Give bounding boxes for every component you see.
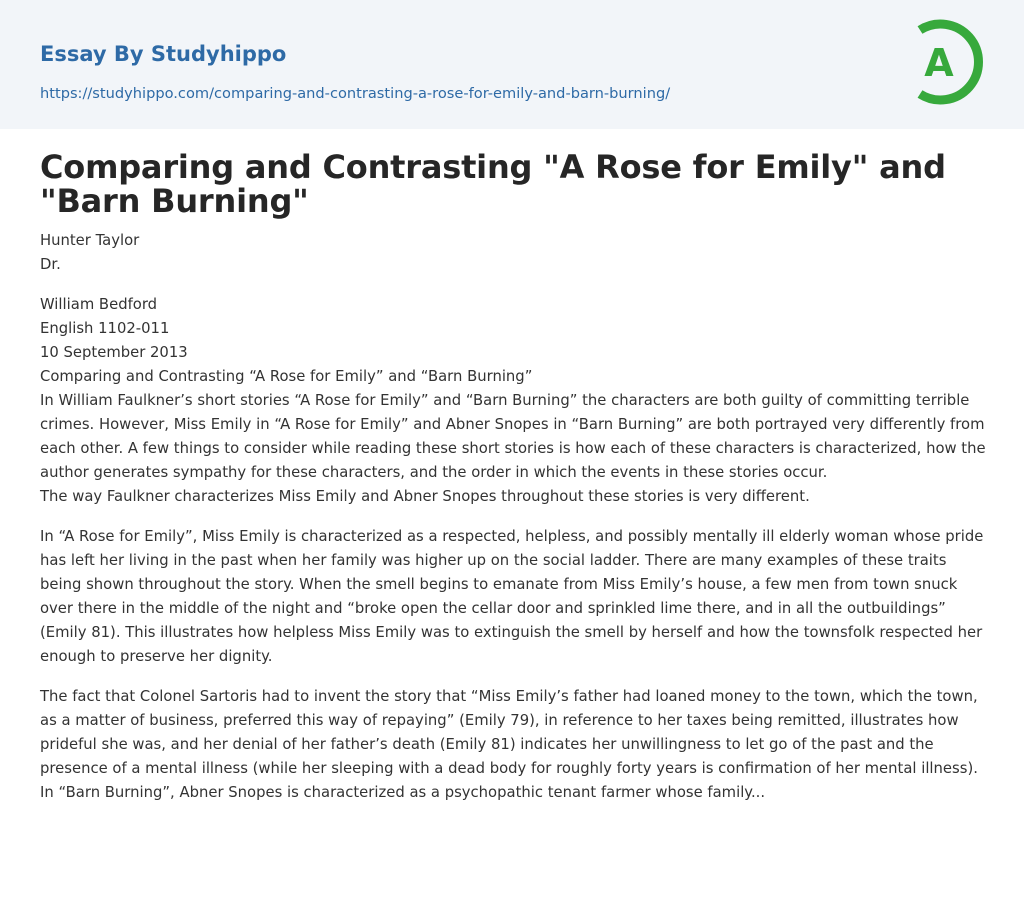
site-header: [0, 0, 1024, 129]
essay-paragraph: The way Faulkner characterizes Miss Emily and Abner Snopes throughout these stories is very different.: [40, 488, 810, 505]
essay-paragraph: In “Barn Burning”, Abner Snopes is characterized as a psychopathic tenant farmer whose family...: [40, 784, 766, 801]
essay-url-link[interactable]: https://studyhippo.com/comparing-and-contrasting-a-rose-for-emily-and-barn-burning/: [40, 85, 671, 102]
logo-letter: A: [924, 41, 954, 85]
essay-subtitle: Comparing and Contrasting “A Rose for Emily” and “Barn Burning”: [40, 368, 533, 385]
author-honorific: Dr.: [40, 256, 61, 273]
course-name: English 1102-011: [40, 320, 170, 337]
brand-link[interactable]: Essay By Studyhippo: [40, 42, 287, 66]
author-name: Hunter Taylor: [40, 232, 140, 249]
essay-date: 10 September 2013: [40, 344, 188, 361]
studyhippo-logo-icon[interactable]: [910, 18, 988, 106]
essay-paragraph: The fact that Colonel Sartoris had to invent the story that “Miss Emily’s father had loaned money to the town, which the town, as a matter of business, preferred this way of repaying” (Emily 79), in reference to her taxes being remitted, illustrates how prideful she was, and her denial of her father’s death (Emily 81) indicates her unwillingness to let go of the past and the presence of a mental illness (while her sleeping with a dead body for roughly forty years is confirmation of her mental illness).: [40, 688, 978, 777]
professor-name: William Bedford: [40, 296, 158, 313]
essay-title: Comparing and Contrasting "A Rose for Emily" and "Barn Burning": [40, 148, 946, 220]
essay-paragraph: In “A Rose for Emily”, Miss Emily is characterized as a respected, helpless, and possibly mentally ill elderly woman whose pride has left her living in the past when her family was higher up on the social ladder. There are many examples of these traits being shown throughout the story. When the smell begins to emanate from Miss Emily’s house, a few men from town snuck over there in the middle of the night and “broke open the cellar door and sprinkled lime there, and in all the outbuildings” (Emily 81). This illustrates how helpless Miss Emily was to extinguish the smell by herself and how the townsfolk respected her enough to preserve her dignity.: [40, 528, 984, 665]
essay-paragraph: In William Faulkner’s short stories “A Rose for Emily” and “Barn Burning” the characters are both guilty of committing terrible crimes. However, Miss Emily in “A Rose for Emily” and Abner Snopes in “Barn Burning” are both portrayed very differently from each other. A few things to consider while reading these short stories is how each of these characters is characterized, how the author generates sympathy for these characters, and the order in which the events in these stories occur.: [40, 392, 986, 481]
essay-body: [40, 229, 988, 805]
